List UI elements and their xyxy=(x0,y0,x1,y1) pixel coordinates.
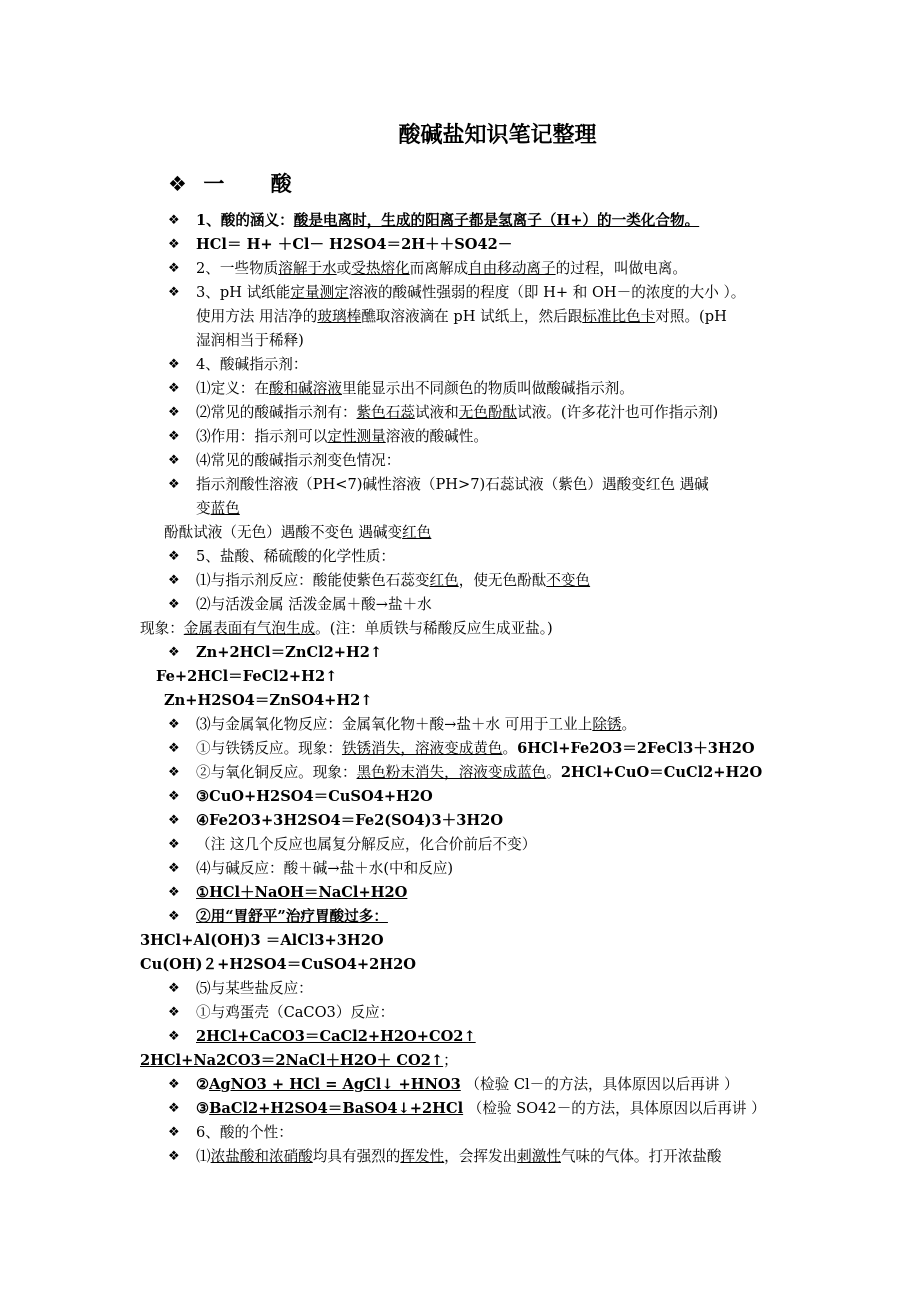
note-line xyxy=(196,1026,476,1048)
note-text: ⑷常见的酸碱指示剂变色情况： xyxy=(196,452,401,469)
note-text: 金属表面有气泡生成 xyxy=(183,620,316,637)
diamond-bullet-icon: ❖ xyxy=(168,981,180,996)
note-text: ③CuO+H2SO4＝CuSO4+H2O xyxy=(196,788,433,805)
note-text: 溶解于水 xyxy=(278,260,337,277)
diamond-bullet-icon: ❖ xyxy=(168,837,180,852)
note-line xyxy=(196,498,240,520)
note-text: ⑵常见的酸碱指示剂有： xyxy=(196,404,357,421)
note-text: 自由移动离子 xyxy=(468,260,556,277)
note-text: 6HCl+Fe2O3＝2FeCl3＋3H2O xyxy=(517,740,755,757)
note-text: ①与铁锈反应。现象： xyxy=(196,740,342,757)
note-text: 而离解成 xyxy=(409,260,469,277)
note-text: 醮取溶液滴在 pH 试纸上，然后跟 xyxy=(361,308,583,325)
note-line xyxy=(196,858,453,880)
note-line xyxy=(196,210,699,232)
diamond-bullet-icon: ❖ xyxy=(168,573,180,588)
note-text: 红色 xyxy=(429,572,459,589)
diamond-bullet-icon: ❖ xyxy=(168,885,180,900)
note-text: ③ xyxy=(196,1100,210,1117)
note-line xyxy=(196,834,536,856)
note-line xyxy=(196,882,407,904)
diamond-bullet-icon: ❖ xyxy=(168,717,180,732)
note-text: ⑴定义：在 xyxy=(196,380,269,397)
diamond-bullet-icon: ❖ xyxy=(168,357,180,372)
note-text: ②用“胃舒平”治疗胃酸过多： xyxy=(196,908,388,925)
note-text: Zn+H2SO4＝ZnSO4+H2↑ xyxy=(164,692,373,709)
note-text: （检验 SO42－的方法，具体原因以后再讲 ） xyxy=(463,1100,766,1117)
note-text: ②与氧化铜反应。现象： xyxy=(196,764,357,781)
note-text: 定量测定 xyxy=(290,284,349,301)
note-text: 试液。(许多花汁也可作指示剂) xyxy=(517,404,719,421)
note-line xyxy=(196,258,687,280)
diamond-bullet-icon: ❖ xyxy=(168,861,180,876)
diamond-bullet-icon: ❖ xyxy=(168,789,180,804)
note-text: ，使无色酚酞 xyxy=(458,572,547,589)
note-text: 变 xyxy=(196,500,211,517)
note-text: BaCl2+H2SO4＝BaSO4↓+2HCl xyxy=(209,1100,464,1117)
note-text: 气味的气体。打开浓盐酸 xyxy=(560,1148,722,1165)
section-heading xyxy=(168,168,292,198)
note-text: ①与鸡蛋壳（CaCO3）反应： xyxy=(196,1004,395,1021)
note-line xyxy=(196,1074,739,1096)
note-text: 。(注：单质铁与稀酸反应生成亚盐。) xyxy=(315,620,553,637)
note-text: 不变色 xyxy=(546,572,591,589)
note-text: 4、酸碱指示剂： xyxy=(196,356,308,373)
section-label: 酸 xyxy=(270,172,292,196)
note-text: 浓盐酸和浓硝酸 xyxy=(210,1148,313,1165)
note-text: ⑴与指示剂反应：酸能使紫色石蕊变 xyxy=(196,572,430,589)
note-text: 均具有强烈的 xyxy=(312,1148,401,1165)
note-text: 1、酸的涵义： xyxy=(196,212,294,229)
note-text: 酸和碱溶液 xyxy=(268,380,342,397)
page-title: 酸碱盐知识笔记整理 xyxy=(398,123,597,148)
diamond-bullet-icon: ❖ xyxy=(168,813,180,828)
note-text: ①HCl＋NaOH＝NaCl+H2O xyxy=(196,884,408,901)
note-text: 无色酚酞 xyxy=(458,404,518,421)
diamond-bullet-icon: ❖ xyxy=(168,1077,180,1092)
diamond-bullet-icon: ❖ xyxy=(168,741,180,756)
note-line xyxy=(196,426,488,448)
diamond-bullet-icon: ❖ xyxy=(168,172,187,196)
diamond-bullet-icon: ❖ xyxy=(168,261,180,276)
diamond-bullet-icon: ❖ xyxy=(168,1101,180,1116)
note-text: AgNO3 + HCl = AgCl↓ +HNO3 xyxy=(209,1076,461,1093)
note-text: 指示剂酸性溶液（PH<7)碱性溶液（PH>7)石蕊试液（紫色）遇酸变红色 遇碱 xyxy=(196,476,709,493)
note-line xyxy=(196,978,313,1000)
note-line xyxy=(196,738,755,760)
note-text: 酸是电离时，生成的阳离子都是氢离子（H+）的一类化合物。 xyxy=(293,212,700,229)
note-line xyxy=(196,450,400,472)
note-line xyxy=(196,1146,721,1168)
diamond-bullet-icon: ❖ xyxy=(168,237,180,252)
note-text: 使用方法 用洁净的 xyxy=(196,308,318,325)
note-text: Fe+2HCl＝FeCl2+H2↑ xyxy=(156,668,338,685)
note-line xyxy=(196,1098,766,1120)
note-text: ② xyxy=(196,1076,210,1093)
note-line xyxy=(196,570,590,592)
note-text: 黑色粉末消失，溶液变成蓝色 xyxy=(356,764,547,781)
note-line xyxy=(156,666,337,688)
note-text: 湿润相当于稀释) xyxy=(196,332,304,349)
diamond-bullet-icon: ❖ xyxy=(168,549,180,564)
note-text: 刺激性 xyxy=(517,1148,561,1165)
note-text: 的过程，叫做电离。 xyxy=(555,260,687,277)
note-line xyxy=(196,546,395,568)
diamond-bullet-icon: ❖ xyxy=(168,1149,180,1164)
note-text: 。 xyxy=(502,740,518,757)
diamond-bullet-icon: ❖ xyxy=(168,1029,180,1044)
note-line xyxy=(196,1002,394,1024)
diamond-bullet-icon: ❖ xyxy=(168,213,180,228)
note-line xyxy=(196,378,634,400)
diamond-bullet-icon: ❖ xyxy=(168,453,180,468)
diamond-bullet-icon: ❖ xyxy=(168,765,180,780)
note-text: 除锈 xyxy=(592,716,622,733)
note-line xyxy=(196,474,709,496)
diamond-bullet-icon: ❖ xyxy=(168,645,180,660)
note-text: 定性测量 xyxy=(327,428,386,445)
note-text: 试液和 xyxy=(414,404,459,421)
diamond-bullet-icon: ❖ xyxy=(168,909,180,924)
note-text: 玻璃棒 xyxy=(317,308,362,325)
note-line xyxy=(140,618,553,640)
note-text: ，会挥发出 xyxy=(444,1148,518,1165)
note-text: 溶液的酸碱性。 xyxy=(385,428,488,445)
note-text: ； xyxy=(443,1052,458,1069)
note-line xyxy=(196,906,388,928)
note-text: 对照。(pH xyxy=(655,308,727,325)
note-text: 2HCl+CaCO3＝CaCl2+H2O+CO2↑ xyxy=(196,1028,476,1045)
note-line xyxy=(196,354,307,376)
note-line xyxy=(140,930,384,952)
note-line xyxy=(196,714,636,736)
diamond-bullet-icon: ❖ xyxy=(168,285,180,300)
note-text: 2HCl+Na2CO3＝2NaCl＋H2O＋ CO2↑ xyxy=(140,1052,444,1069)
note-text: ⑴ xyxy=(196,1148,211,1165)
note-line xyxy=(140,1050,458,1072)
note-text: ⑵与活泼金属 活泼金属＋酸→盐＋水 xyxy=(196,596,432,613)
note-text: 里能显示出不同颜色的物质叫做酸碱指示剂。 xyxy=(341,380,634,397)
diamond-bullet-icon: ❖ xyxy=(168,477,180,492)
note-text: 。 xyxy=(621,716,637,733)
note-text: Cu(OH)２+H2SO4＝CuSO4+2H2O xyxy=(140,956,416,973)
note-text: （检验 Cl－的方法，具体原因以后再讲 ） xyxy=(460,1076,739,1093)
note-line xyxy=(196,786,433,808)
note-text: （注 这几个反应也属复分解反应，化合价前后不变） xyxy=(196,836,537,853)
diamond-bullet-icon: ❖ xyxy=(168,1005,180,1020)
note-text: 3、pH 试纸能 xyxy=(196,284,291,301)
note-text: 5、盐酸、稀硫酸的化学性质： xyxy=(196,548,396,565)
note-text: ⑷与碱反应：酸＋碱→盐＋水(中和反应) xyxy=(196,860,454,877)
note-text: 溶液的酸碱性强弱的程度（即 H+ 和 OH－的浓度的大小 ）。 xyxy=(348,284,746,301)
note-text: ⑶与金属氧化物反应：金属氧化物＋酸→盐＋水 可用于工业上 xyxy=(196,716,593,733)
diamond-bullet-icon: ❖ xyxy=(168,381,180,396)
note-text: 挥发性 xyxy=(400,1148,445,1165)
note-line xyxy=(196,1122,293,1144)
note-text: 2、一些物质 xyxy=(196,260,279,277)
note-text: 3HCl+Al(OH)3 ＝AlCl3+3H2O xyxy=(140,932,384,949)
note-text: Zn+2HCl＝ZnCl2+H2↑ xyxy=(196,644,383,661)
note-text: 。 xyxy=(546,764,561,781)
note-line xyxy=(196,282,745,304)
note-line xyxy=(164,522,431,544)
diamond-bullet-icon: ❖ xyxy=(168,597,180,612)
note-text: 蓝色 xyxy=(210,500,240,517)
note-text: 6、酸的个性： xyxy=(196,1124,293,1141)
note-text: 铁锈消失，溶液变成黄色 xyxy=(341,740,503,757)
note-line xyxy=(196,234,512,256)
diamond-bullet-icon: ❖ xyxy=(168,405,180,420)
note-text: 标准比色卡 xyxy=(582,308,656,325)
note-line xyxy=(196,306,727,328)
note-text: 红色 xyxy=(402,524,432,541)
note-text: 现象： xyxy=(140,620,184,637)
note-text: ⑶作用：指示剂可以 xyxy=(196,428,328,445)
diamond-bullet-icon: ❖ xyxy=(168,1125,180,1140)
diamond-bullet-icon: ❖ xyxy=(168,429,180,444)
note-text: 或 xyxy=(336,260,352,277)
note-line xyxy=(196,762,762,784)
note-text: 2HCl+CuO＝CuCl2+H2O xyxy=(560,764,763,781)
note-line xyxy=(164,690,373,712)
note-text: 紫色石蕊 xyxy=(356,404,415,421)
note-text: 酚酞试液（无色）遇酸不变色 遇碱变 xyxy=(164,524,403,541)
note-line xyxy=(140,954,416,976)
note-line xyxy=(196,402,718,424)
note-line xyxy=(196,594,432,616)
section-number: 一 xyxy=(203,172,225,196)
note-text: ④Fe2O3+3H2SO4＝Fe2(SO4)3＋3H2O xyxy=(196,812,504,829)
note-text: 受热熔化 xyxy=(351,260,410,277)
note-line xyxy=(196,810,503,832)
note-line xyxy=(196,642,382,664)
note-line xyxy=(196,330,304,352)
note-text: HCl＝ H+ ＋Cl－ H2SO4＝2H＋＋SO42－ xyxy=(196,236,513,253)
note-text: ⑸与某些盐反应： xyxy=(196,980,313,997)
